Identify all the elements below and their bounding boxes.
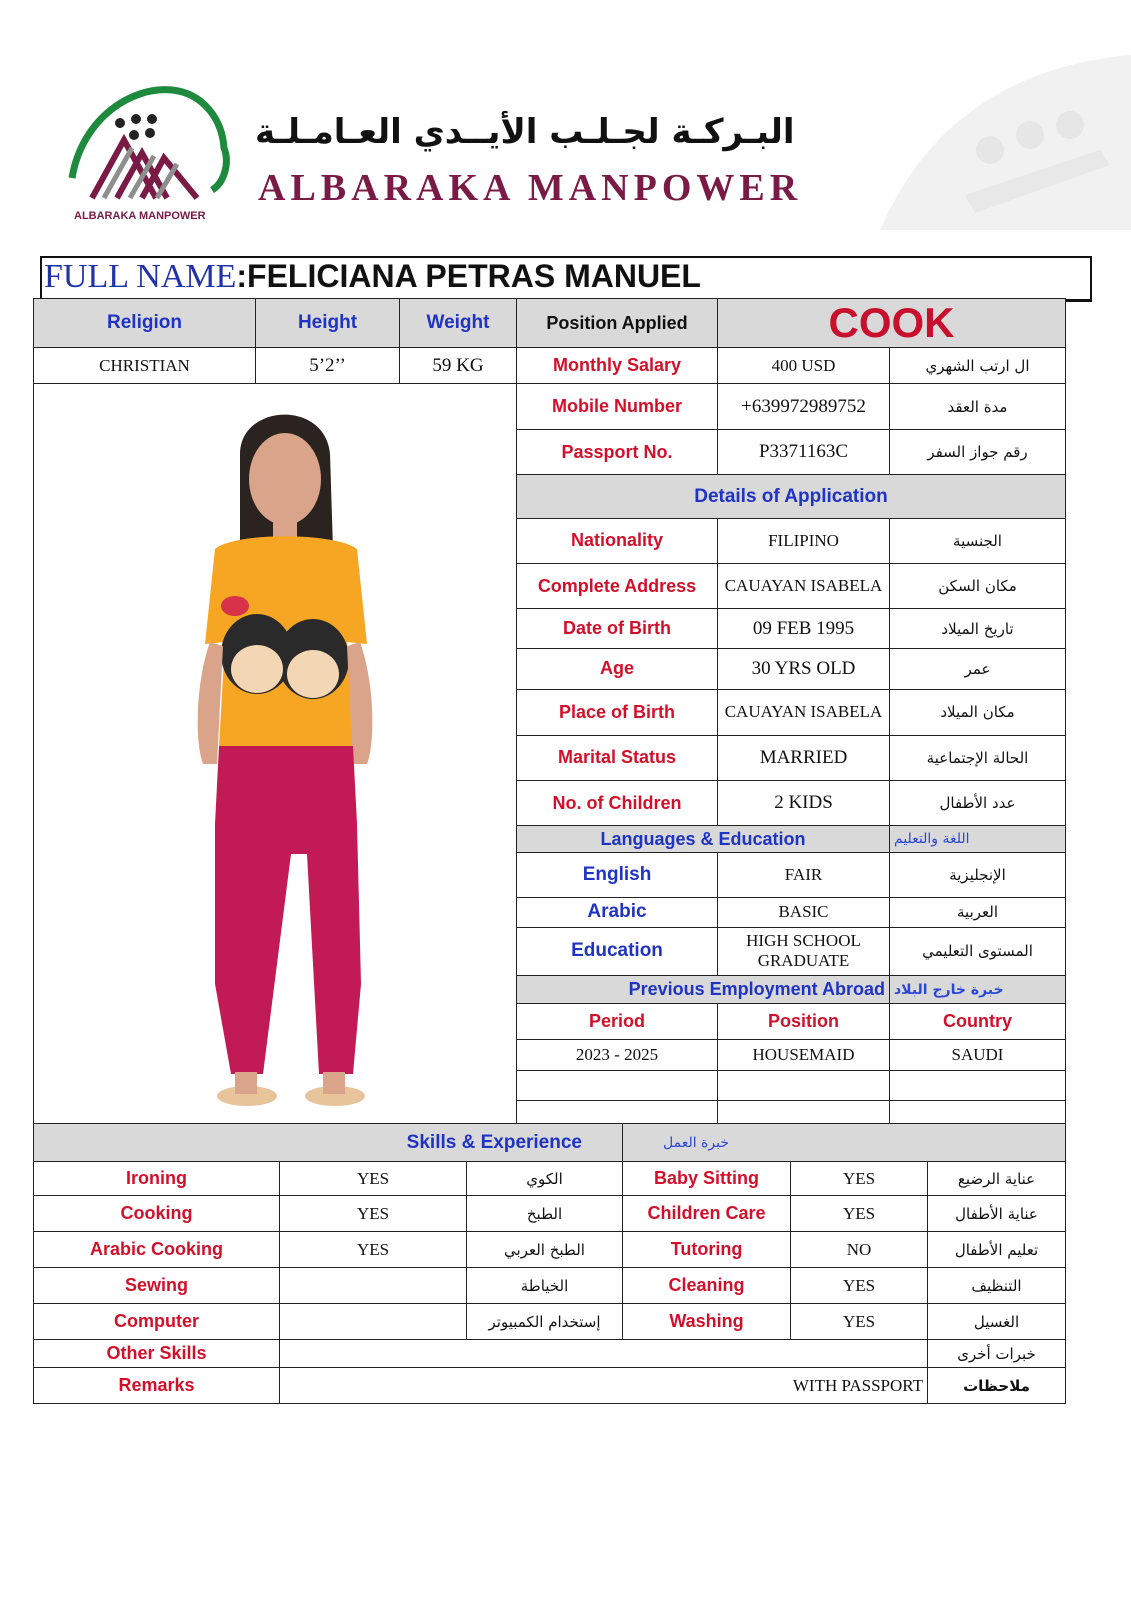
- skill-value: YES: [791, 1162, 928, 1196]
- employment-period-header: Period: [517, 1004, 718, 1040]
- employment-empty-cell: [517, 1070, 718, 1100]
- monthly-salary-arabic: ال ارتب الشهري: [890, 348, 1066, 384]
- position-applied-value: COOK: [718, 299, 1066, 348]
- languages-heading-arabic: اللغة والتعليم: [890, 826, 1066, 853]
- detail-arabic: عمر: [890, 649, 1066, 689]
- detail-label: Marital Status: [517, 735, 718, 780]
- height-header: Height: [256, 299, 400, 348]
- language-arabic: العربية: [890, 897, 1066, 927]
- company-name-english: ALBARAKA MANPOWER: [258, 167, 803, 209]
- detail-arabic: مكان السكن: [890, 563, 1066, 608]
- detail-arabic: مكان الميلاد: [890, 689, 1066, 735]
- skill-arabic: التنظيف: [928, 1268, 1066, 1304]
- full-name-bar: [40, 256, 1092, 302]
- remarks-value: WITH PASSPORT: [280, 1368, 928, 1404]
- skill-label: Ironing: [34, 1162, 280, 1196]
- skill-label: Sewing: [34, 1268, 280, 1304]
- skill-value: YES: [791, 1196, 928, 1232]
- remarks-arabic: ملاحظات: [928, 1368, 1066, 1404]
- detail-value: 30 YRS OLD: [718, 649, 890, 689]
- language-label: English: [517, 853, 718, 897]
- detail-value: CAUAYAN ISABELA: [718, 689, 890, 735]
- language-label: Arabic: [517, 897, 718, 927]
- applicant-details-table: [33, 298, 1066, 1133]
- skill-arabic: عناية الرضيع: [928, 1162, 1066, 1196]
- weight-header: Weight: [400, 299, 517, 348]
- languages-heading: Languages & Education: [517, 826, 890, 853]
- detail-arabic: عدد الأطفال: [890, 781, 1066, 826]
- skill-arabic: تعليم الأطفال: [928, 1232, 1066, 1268]
- skill-arabic: إستخدام الكمبيوتر: [467, 1304, 623, 1340]
- detail-value: MARRIED: [718, 735, 890, 780]
- skill-label: Arabic Cooking: [34, 1232, 280, 1268]
- employment-country: SAUDI: [890, 1040, 1066, 1070]
- skills-heading: Skills & Experience: [34, 1124, 623, 1162]
- full-name-label: FULL NAME: [44, 258, 237, 295]
- passport-number-arabic: رقم جواز السفر: [890, 430, 1066, 475]
- skill-label: Washing: [623, 1304, 791, 1340]
- language-value: BASIC: [718, 897, 890, 927]
- passport-number-label: Passport No.: [517, 430, 718, 475]
- detail-label: Date of Birth: [517, 609, 718, 649]
- detail-arabic: الجنسية: [890, 518, 1066, 563]
- detail-value: 09 FEB 1995: [718, 609, 890, 649]
- language-value: FAIR: [718, 853, 890, 897]
- education-arabic: المستوى التعليمي: [890, 927, 1066, 975]
- education-label: Education: [517, 927, 718, 975]
- skill-label: Cooking: [34, 1196, 280, 1232]
- employment-empty-cell: [718, 1070, 890, 1100]
- detail-value: 2 KIDS: [718, 781, 890, 826]
- education-value: HIGH SCHOOL GRADUATE: [718, 927, 890, 975]
- skill-arabic: الطبخ العربي: [467, 1232, 623, 1268]
- skill-arabic: الطبخ: [467, 1196, 623, 1232]
- remarks-label: Remarks: [34, 1368, 280, 1404]
- religion-header: Religion: [34, 299, 256, 348]
- company-name-arabic: البـركـة لجـلـب الأيــدي العـامـلـة: [255, 112, 795, 152]
- other-skills-label: Other Skills: [34, 1340, 280, 1368]
- skill-value: YES: [280, 1196, 467, 1232]
- height-value: 5’2’’: [256, 348, 400, 384]
- religion-value: CHRISTIAN: [34, 348, 256, 384]
- skill-value: [280, 1268, 467, 1304]
- skill-label: Children Care: [623, 1196, 791, 1232]
- language-arabic: الإنجليزية: [890, 853, 1066, 897]
- skill-value: NO: [791, 1232, 928, 1268]
- skill-arabic: الغسيل: [928, 1304, 1066, 1340]
- full-name-separator: :: [236, 258, 248, 294]
- company-logo: [62, 78, 232, 213]
- skill-label: Baby Sitting: [623, 1162, 791, 1196]
- other-skills-arabic: خبرات أخرى: [928, 1340, 1066, 1368]
- details-heading: Details of Application: [517, 475, 1066, 518]
- detail-label: Complete Address: [517, 563, 718, 608]
- skill-value: YES: [280, 1162, 467, 1196]
- employment-heading: Previous Employment Abroad: [517, 976, 890, 1004]
- skill-value: YES: [280, 1232, 467, 1268]
- applicant-photo: [35, 384, 515, 1126]
- logo-caption: ALBARAKA MANPOWER: [74, 210, 206, 222]
- skill-arabic: الكوي: [467, 1162, 623, 1196]
- employment-position-header: Position: [718, 1004, 890, 1040]
- skill-label: Cleaning: [623, 1268, 791, 1304]
- skill-value: YES: [791, 1304, 928, 1340]
- detail-label: Place of Birth: [517, 689, 718, 735]
- detail-label: No. of Children: [517, 781, 718, 826]
- employment-period: 2023 - 2025: [517, 1040, 718, 1070]
- monthly-salary-value: 400 USD: [718, 348, 890, 384]
- mobile-number-arabic: مدة العقد: [890, 384, 1066, 430]
- detail-label: Age: [517, 649, 718, 689]
- position-applied-label: Position Applied: [517, 299, 718, 348]
- applicant-photo-cell: [34, 384, 517, 1133]
- employment-position: HOUSEMAID: [718, 1040, 890, 1070]
- skill-arabic: الخياطة: [467, 1268, 623, 1304]
- detail-arabic: تاريخ الميلاد: [890, 609, 1066, 649]
- detail-label: Nationality: [517, 518, 718, 563]
- mobile-number-label: Mobile Number: [517, 384, 718, 430]
- employment-heading-arabic: خبرة خارج البلاد: [890, 976, 1066, 1004]
- skill-label: Computer: [34, 1304, 280, 1340]
- full-name-value: FELICIANA PETRAS MANUEL: [247, 258, 701, 294]
- detail-arabic: الحالة الإجتماعية: [890, 735, 1066, 780]
- mobile-number-value: +639972989752: [718, 384, 890, 430]
- skills-table: [33, 1123, 1066, 1404]
- skill-value: YES: [791, 1268, 928, 1304]
- employment-empty-cell: [890, 1070, 1066, 1100]
- skill-label: Tutoring: [623, 1232, 791, 1268]
- background-watermark: [870, 55, 1131, 230]
- detail-value: FILIPINO: [718, 518, 890, 563]
- other-skills-value: [280, 1340, 928, 1368]
- skills-heading-arabic: خبرة العمل: [623, 1124, 1066, 1162]
- weight-value: 59 KG: [400, 348, 517, 384]
- monthly-salary-label: Monthly Salary: [517, 348, 718, 384]
- skill-value: [280, 1304, 467, 1340]
- detail-value: CAUAYAN ISABELA: [718, 563, 890, 608]
- employment-country-header: Country: [890, 1004, 1066, 1040]
- passport-number-value: P3371163C: [718, 430, 890, 475]
- skill-arabic: عناية الأطفال: [928, 1196, 1066, 1232]
